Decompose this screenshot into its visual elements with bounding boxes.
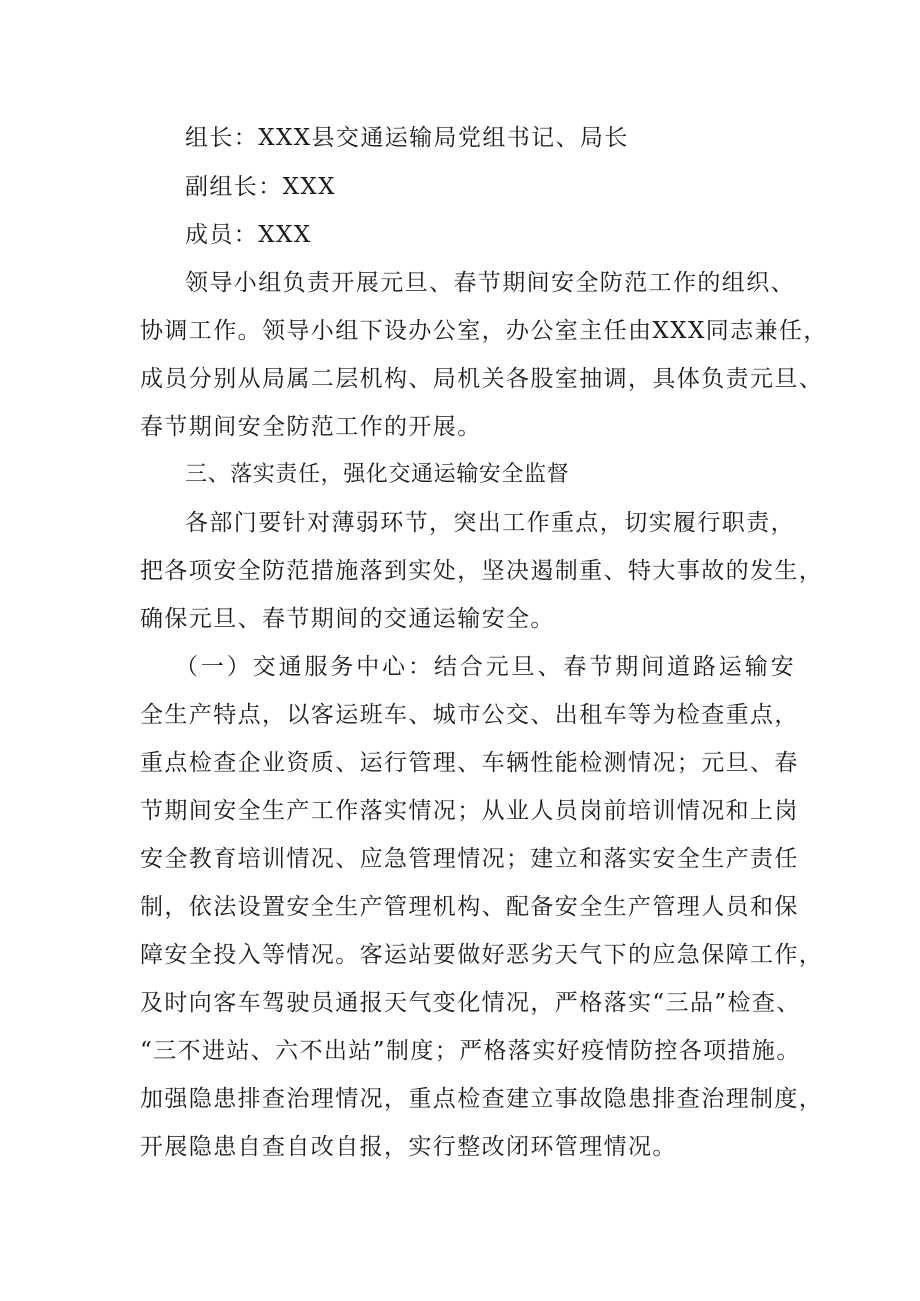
text-line: 及时向客车驾驶员通报天气变化情况，严格落实“三品”检查、 bbox=[140, 990, 801, 1016]
text-line: 成员分别从局属二层机构、局机关各股室抽调，具体负责元旦、 bbox=[140, 366, 824, 392]
text-line: （一）交通服务中心：结合元旦、春节期间道路运输安 bbox=[175, 654, 795, 680]
section-heading: 三、落实责任，强化交通运输安全监督 bbox=[185, 462, 570, 487]
text-line: 确保元旦、春节期间的交通运输安全。 bbox=[140, 606, 555, 632]
text-line: 协调工作。领导小组下设办公室，办公室主任由XXX同志兼任， bbox=[140, 318, 828, 344]
text-line: 制，依法设置安全生产管理机构、配备安全生产管理人员和保 bbox=[140, 894, 799, 920]
text-line: 重点检查企业资质、运行管理、车辆性能检测情况；元旦、春 bbox=[140, 750, 799, 776]
text-line: 成员：XXX bbox=[185, 222, 312, 248]
text-line: 组长：XXX县交通运输局党组书记、局长 bbox=[185, 125, 629, 151]
text-line: 开展隐患自查自改自报，实行整改闭环管理情况。 bbox=[140, 1134, 677, 1160]
text-line: 领导小组负责开展元旦、春节期间安全防范工作的组织、 bbox=[185, 270, 795, 296]
text-line: 春节期间安全防范工作的开展。 bbox=[140, 414, 482, 440]
text-line: 障安全投入等情况。客运站要做好恶劣天气下的应急保障工作， bbox=[140, 942, 824, 968]
text-line: 把各项安全防范措施落到实处，坚决遏制重、特大事故的发生， bbox=[140, 558, 824, 584]
text-line: 各部门要针对薄弱环节，突出工作重点，切实履行职责， bbox=[185, 510, 795, 536]
text-line: 加强隐患排查治理情况，重点检查建立事故隐患排查治理制度， bbox=[140, 1086, 824, 1112]
text-line: “三不进站、六不出站”制度；严格落实好疫情防控各项措施。 bbox=[140, 1038, 801, 1064]
text-line: 全生产特点，以客运班车、城市公交、出租车等为检查重点， bbox=[140, 702, 799, 728]
text-line: 节期间安全生产工作落实情况；从业人员岗前培训情况和上岗 bbox=[140, 798, 799, 824]
text-line: 副组长：XXX bbox=[185, 174, 336, 200]
text-line: 安全教育培训情况、应急管理情况；建立和落实安全生产责任 bbox=[140, 846, 799, 872]
